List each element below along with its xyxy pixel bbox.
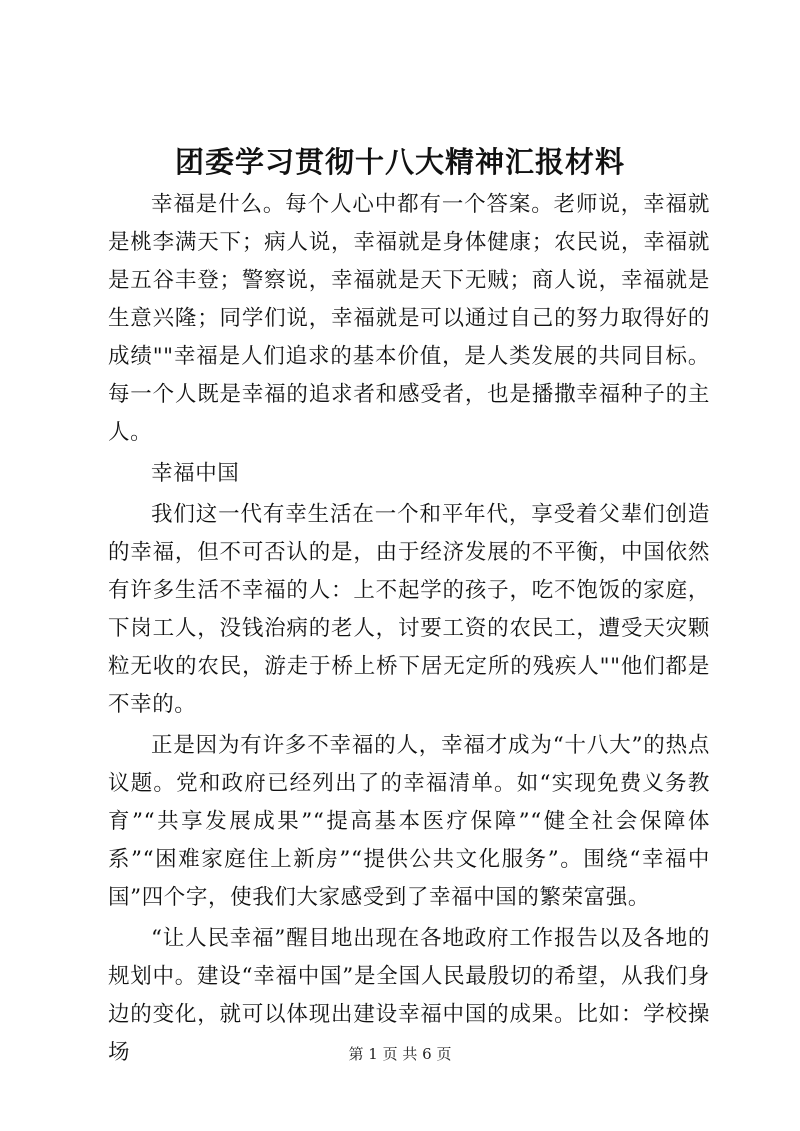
document-title: 团委学习贯彻十八大精神汇报材料: [174, 145, 625, 179]
section-heading: 幸福中国: [151, 461, 240, 486]
paragraph-generation: 我们这一代有幸生活在一个和平年代，享受着父辈们创造的幸福，但不可否认的是，由于经济发展的不平衡，中国依然有许多生活不幸福的人：上不起学的孩子，吃不饱饭的家庭，下岗工人，没钱治病的老人，讨要工资的农民工，遭受天灾颗粒无收的农民，游走于桥上桥下居无定所的残疾人""他们都是不幸的。: [108, 502, 710, 717]
paragraph-intro: 幸福是什么。每个人心中都有一个答案。老师说，幸福就是桃李满天下；病人说，幸福就是身体健康；农民说，幸福就是五谷丰登；警察说，幸福就是天下无贼；商人说，幸福就是生意兴隆；同学们说，幸福就是可以通过自己的努力取得好的成绩""幸福是人们追求的基本价值，是人类发展的共同目标。每一个人既是幸福的追求者和感受者，也是播撒幸福种子的主人。: [108, 192, 710, 445]
document-body: [108, 186, 710, 1072]
paragraph-eighteenth-congress: 正是因为有许多不幸福的人，幸福才成为“十八大”的热点议题。党和政府已经列出了的幸福清单。如“实现免费义务教育”“共享发展成果”“提高基本医疗保障”“健全社会保障体系”“困难家庭住上新房”“提供公共文化服务”。围绕“幸福中国”四个字，使我们大家感受到了幸福中国的繁荣富强。: [108, 733, 710, 910]
page-footer: 第 1 页 共 6 页: [348, 1045, 452, 1063]
paragraph-happy-people: “让人民幸福”醒目地出现在各地政府工作报告以及各地的规划中。建设“幸福中国”是全国人民最殷切的希望，从我们身边的变化，就可以体现出建设幸福中国的成果。比如：学校操场: [108, 926, 710, 1065]
